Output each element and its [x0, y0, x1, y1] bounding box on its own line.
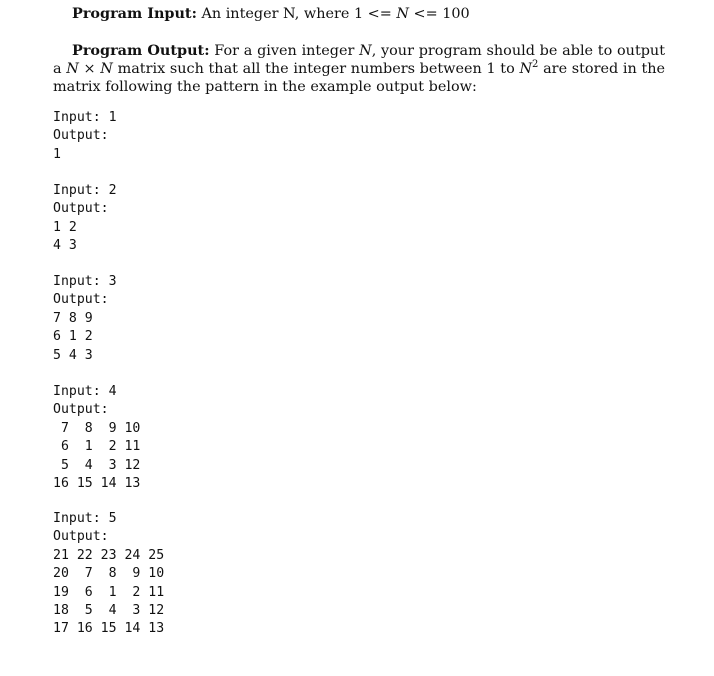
matrix-row: 18 5 4 3 12: [53, 602, 165, 618]
matrix-row: 6 1 2 11: [53, 439, 141, 455]
example-2: [53, 182, 117, 256]
program-output-line1-math: N: [359, 43, 372, 59]
program-input-label: Program Input:: [72, 5, 197, 22]
program-output-paragraph: [53, 42, 665, 96]
program-output-line2-rest: are stored in the matrix: [53, 61, 666, 95]
example-output-label: Output:: [53, 402, 109, 418]
program-output-label: Program Output:: [72, 42, 210, 59]
matrix-row: 20 7 8 9 10: [53, 566, 165, 582]
matrix-row: 1: [53, 146, 61, 162]
matrix-row: 21 22 23 24 25: [53, 547, 165, 563]
program-output-line2-math2: N: [519, 61, 533, 77]
example-input-line: Input: 1: [53, 110, 117, 125]
example-output-label: Output:: [53, 292, 109, 308]
example-4: [53, 383, 140, 493]
program-output-line2-text: matrix such that all the integer numbers between 1 to: [112, 61, 520, 77]
example-input-line: Input: 3: [53, 274, 117, 289]
program-output-line1-rest: , your program should be able to output a: [53, 43, 665, 77]
example-input-line: Input: 4: [53, 384, 117, 399]
matrix-row: 17 16 15 14 13: [53, 621, 165, 637]
program-input-text-before: An integer N, where 1 <=: [201, 6, 397, 22]
example-output-label: Output:: [53, 128, 109, 144]
matrix-row: 5 4 3 12: [53, 457, 141, 473]
program-output-line2-superscript: 2: [532, 59, 539, 70]
matrix-row: 7 8 9: [53, 310, 93, 326]
matrix-row: 6 1 2: [53, 329, 93, 345]
program-input-paragraph: [53, 5, 665, 23]
example-3: [53, 273, 117, 365]
example-input-line: Input: 5: [53, 511, 117, 526]
program-input-text-after: <= 100: [408, 6, 470, 22]
matrix-row: 19 6 1 2 11: [53, 584, 165, 600]
matrix-row: 7 8 9 10: [53, 420, 141, 436]
program-output-line3-text: following the pattern in the example output below:: [105, 79, 477, 95]
program-input-math-n: N: [396, 6, 409, 22]
example-5: [53, 510, 164, 639]
example-input-line: Input: 2: [53, 183, 117, 198]
program-output-line1-text: For a given integer: [214, 43, 360, 59]
example-1: [53, 109, 117, 164]
matrix-row: 16 15 14 13: [53, 475, 141, 491]
example-output-label: Output:: [53, 201, 109, 217]
example-output-label: Output:: [53, 529, 109, 545]
matrix-row: 1 2: [53, 219, 77, 235]
matrix-row: 4 3: [53, 238, 77, 254]
program-output-line2-math: N × N: [66, 61, 113, 77]
matrix-row: 5 4 3: [53, 347, 93, 363]
